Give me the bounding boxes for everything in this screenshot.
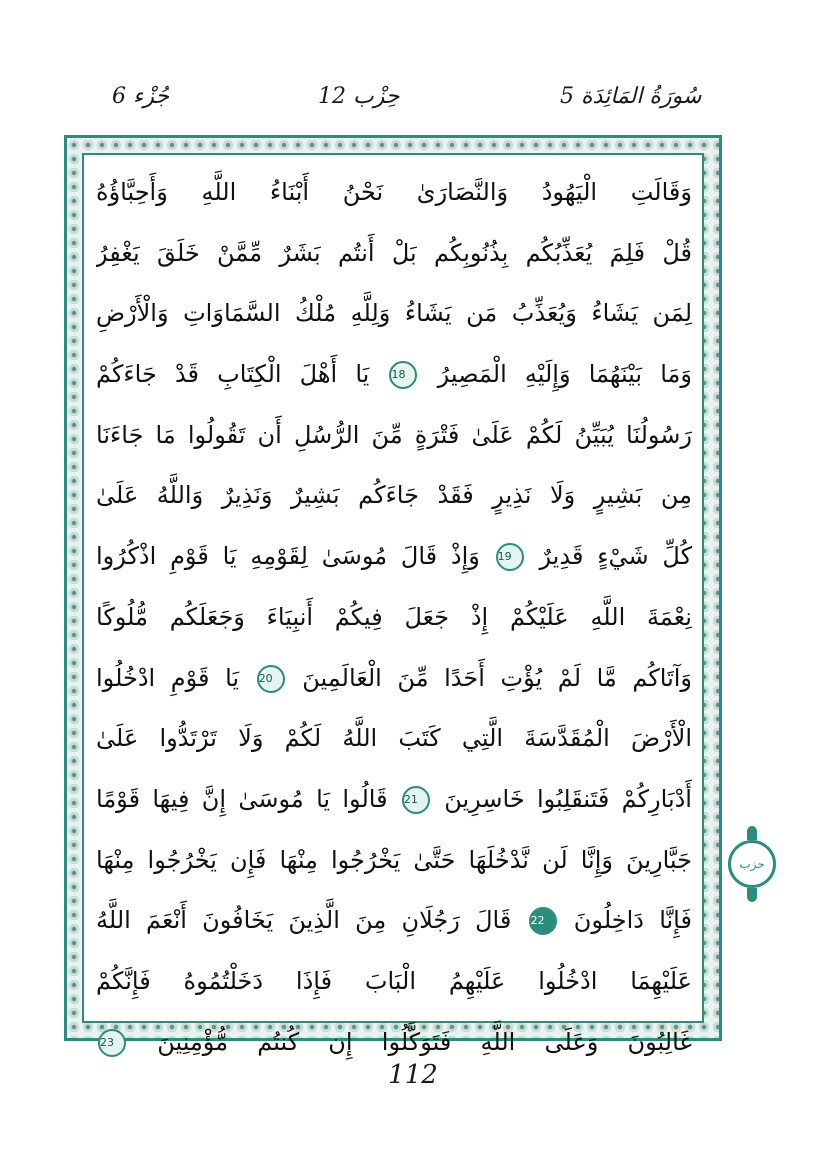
line-text-after: قَالُوا يَا مُوسَىٰ إِنَّ فِيهَا قَوْمًا	[96, 784, 388, 813]
hizb-label: حِزْب 12	[318, 84, 400, 109]
hizb-marker-badge: حزب	[728, 840, 776, 888]
line-text-after: قَالَ رَجُلَانِ مِنَ الَّذِينَ يَخَافُونَ أَنْعَمَ اللَّهُ	[96, 906, 512, 935]
ayah-number-marker: 21	[402, 786, 430, 814]
text-line	[96, 162, 692, 223]
hizb-marker	[728, 826, 776, 904]
text-line	[96, 344, 692, 405]
text-line	[96, 405, 692, 466]
text-line	[96, 830, 692, 891]
line-text-after: وَإِذْ قَالَ مُوسَىٰ لِقَوْمِهِ يَا قَوْمِ اذْكُرُوا	[96, 542, 480, 571]
ayah-number-marker: 19	[496, 543, 524, 571]
line-text-after: يَا أَهْلَ الْكِتَابِ قَدْ جَاءَكُمْ	[96, 360, 370, 389]
line-text: كُلِّ شَيْءٍ قَدِيرٌ	[539, 542, 692, 571]
ayah-number-marker: 18	[389, 361, 417, 389]
line-text: لِمَن يَشَاءُ وَيُعَذِّبُ مَن يَشَاءُ وَلِلَّهِ مُلْكُ السَّمَاوَاتِ وَالْأَرْضِ	[96, 299, 692, 328]
line-text: فَإِنَّا دَاخِلُونَ	[573, 906, 692, 935]
hizb-marker-cap	[747, 888, 757, 902]
line-text: مِن بَشِيرٍ وَلَا نَذِيرٍ فَقَدْ جَاءَكُم بَشِيرٌ وَنَذِيرٌ وَاللَّهُ عَلَىٰ	[96, 481, 692, 510]
text-line	[96, 223, 692, 284]
ayah-number-marker: 22	[529, 907, 557, 935]
line-text: غَالِبُونَ وَعَلَى اللَّهِ فَتَوَكَّلُوا إِن كُنتُم مُّؤْمِنِينَ	[157, 1027, 692, 1056]
text-line	[96, 587, 692, 648]
text-line	[96, 890, 692, 951]
quran-text	[96, 162, 692, 1056]
line-text: وَقَالَتِ الْيَهُودُ وَالنَّصَارَىٰ نَحْنُ أَبْنَاءُ اللَّهِ وَأَحِبَّاؤُهُ	[96, 178, 692, 206]
juz-label: جُزْء 6	[112, 84, 170, 109]
text-line	[96, 526, 692, 587]
ayah-number-marker: 23	[98, 1029, 126, 1057]
line-text: نِعْمَةَ اللَّهِ عَلَيْكُمْ إِذْ جَعَلَ فِيكُمْ أَنبِيَاءَ وَجَعَلَكُم مُّلُوكًا	[96, 602, 692, 631]
line-text: رَسُولُنَا يُبَيِّنُ لَكُمْ عَلَىٰ فَتْرَةٍ مِّنَ الرُّسُلِ أَن تَقُولُوا مَا جَاءَنَا	[96, 420, 692, 449]
ayah-number-marker: 20	[257, 665, 285, 693]
hizb-marker-cap	[747, 826, 757, 840]
text-line	[96, 648, 692, 709]
line-text: وَمَا بَيْنَهُمَا وَإِلَيْهِ الْمَصِيرُ	[437, 360, 692, 389]
line-text: وَآتَاكُم مَّا لَمْ يُؤْتِ أَحَدًا مِّنَ الْعَالَمِينَ	[302, 663, 692, 692]
line-text: جَبَّارِينَ وَإِنَّا لَن نَّدْخُلَهَا حَتَّىٰ يَخْرُجُوا مِنْهَا فَإِن يَخْرُجُوا مِنْهَا	[96, 845, 692, 874]
text-line	[96, 769, 692, 830]
line-text: عَلَيْهِمَا ادْخُلُوا عَلَيْهِمُ الْبَابَ فَإِذَا دَخَلْتُمُوهُ فَإِنَّكُمْ	[96, 966, 692, 995]
page-number: 112	[388, 1060, 438, 1090]
surah-label: 5 سُورَةُ المَائِدَة	[560, 84, 702, 109]
text-line	[96, 951, 692, 1012]
text-line	[96, 283, 692, 344]
line-text: قُلْ فَلِمَ يُعَذِّبُكُم بِذُنُوبِكُم بَلْ أَنتُم بَشَرٌ مِّمَّنْ خَلَقَ يَغْفِرُ	[96, 238, 692, 267]
line-text: أَدْبَارِكُمْ فَتَنقَلِبُوا خَاسِرِينَ	[444, 784, 692, 813]
line-text: الْأَرْضَ الْمُقَدَّسَةَ الَّتِي كَتَبَ اللَّهُ لَكُمْ وَلَا تَرْتَدُّوا عَلَىٰ	[96, 724, 692, 753]
line-text-after: يَا قَوْمِ ادْخُلُوا	[96, 663, 240, 692]
text-line	[96, 708, 692, 769]
text-line	[96, 465, 692, 526]
page-header	[0, 84, 826, 120]
